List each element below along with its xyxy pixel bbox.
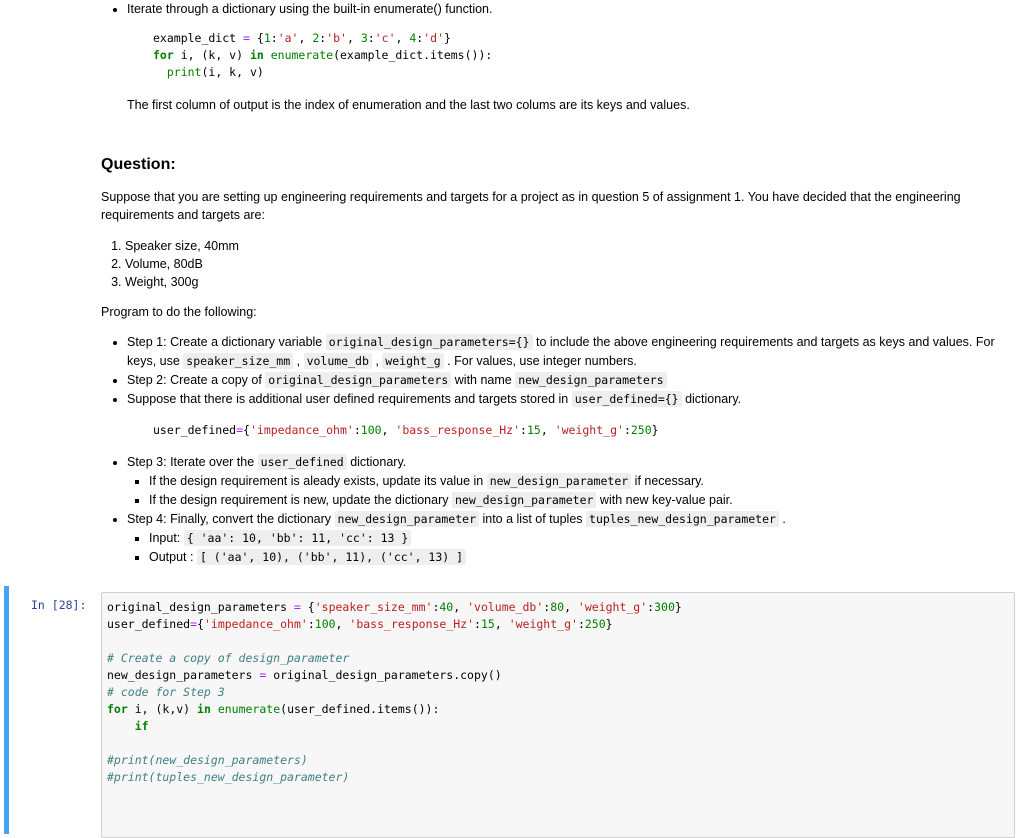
step4-sublist bbox=[127, 529, 1007, 567]
step3-sub2: ▪ If the design requirement is new, update the dictionary new_design_parameter with new key-value pair. bbox=[149, 491, 1007, 510]
step3-item: • Step 3: Iterate over the user_defined dictionary. ▪ If the design requirement is aleady exists, update its value in new_design_parameter if necessary. ▪ If the design requirement is new, update the dictionary new_design_parameter with new key-value pair. bbox=[127, 453, 1007, 510]
requirement-item: 1. Speaker size, 40mm bbox=[125, 237, 239, 255]
step4-output: ▪ Output : [ ('aa', 10), ('bb', 11), ('cc', 13) ] bbox=[149, 548, 1007, 567]
code-cell[interactable] bbox=[4, 586, 1021, 834]
question-heading: Question: bbox=[101, 156, 176, 173]
requirement-item: 3. Weight, 300g bbox=[125, 273, 239, 291]
step4-item: • Step 4: Finally, convert the dictionary new_design_parameter into a list of tuples tuples_new_design_parameter . ▪ Input: { 'aa': 10, 'bb': 11, 'cc': 13 } ▪ Output : [ ('aa', 10), ('bb', 11), ('cc', 13) ] bbox=[127, 510, 1007, 567]
step3-sub1: ▪ If the design requirement is aleady exists, update its value in new_design_parameter if necessary. bbox=[149, 472, 1007, 491]
code-editor-content[interactable]: original_design_parameters = {'speaker_size_mm':40, 'volume_db':80, 'weight_g':300} user_defined={'impedance_ohm':100, 'bass_response_Hz':15, 'weight_g':250} # Create a copy of design_parameter new_design_parameters = original_design_parameters.copy() # code for Step 3 for i, (k,v) in enumerate(user_defined.items()): if #print(new_design_parameters) #print(tuples_new_design_parameter) bbox=[107, 600, 682, 784]
steps-list-b bbox=[101, 453, 1007, 567]
requirements-list bbox=[101, 237, 239, 291]
question-paragraph: Suppose that you are setting up engineering requirements and targets for a project as in question 5 of assignment 1. You have decided that the engineering requirements and targets are: bbox=[101, 190, 961, 222]
requirement-item: 2. Volume, 80dB bbox=[125, 255, 239, 273]
intro-bullet-text: Iterate through a dictionary using the built-in enumerate() function. bbox=[127, 2, 493, 16]
code-editor[interactable] bbox=[101, 592, 1015, 838]
cell-prompt: In [28]: bbox=[31, 598, 87, 612]
user-defined-code: user_defined={'impedance_ohm':100, 'bass_response_Hz':15, 'weight_g':250} bbox=[153, 423, 659, 437]
example-code-block: example_dict = {1:'a', 2:'b', 3:'c', 4:'d'} for i, (k, v) in enumerate(example_dict.items()): print(i, k, v) bbox=[153, 31, 493, 79]
step1-item: • Step 1: Create a dictionary variable original_design_parameters={} to include the above engineering requirements and targets as keys and values. For keys, use speaker_size_mm , volume_db , weight_g . For values, use integer numbers. bbox=[127, 333, 1007, 371]
program-intro: Program to do the following: bbox=[101, 305, 257, 319]
intro-bullet-list bbox=[101, 0, 1007, 18]
intro-bullet bbox=[127, 0, 1007, 18]
step2-item: • Step 2: Create a copy of original_design_parameters with name new_design_parameters bbox=[127, 371, 1007, 390]
step3-sublist bbox=[127, 472, 1007, 510]
intro-note: The first column of output is the index of enumeration and the last two colums are its keys and values. bbox=[127, 98, 690, 112]
steps-list-a bbox=[101, 333, 1007, 409]
step2b-item: • Suppose that there is additional user defined requirements and targets stored in user_defined={} dictionary. bbox=[127, 390, 1007, 409]
step4-input: ▪ Input: { 'aa': 10, 'bb': 11, 'cc': 13 } bbox=[149, 529, 1007, 548]
